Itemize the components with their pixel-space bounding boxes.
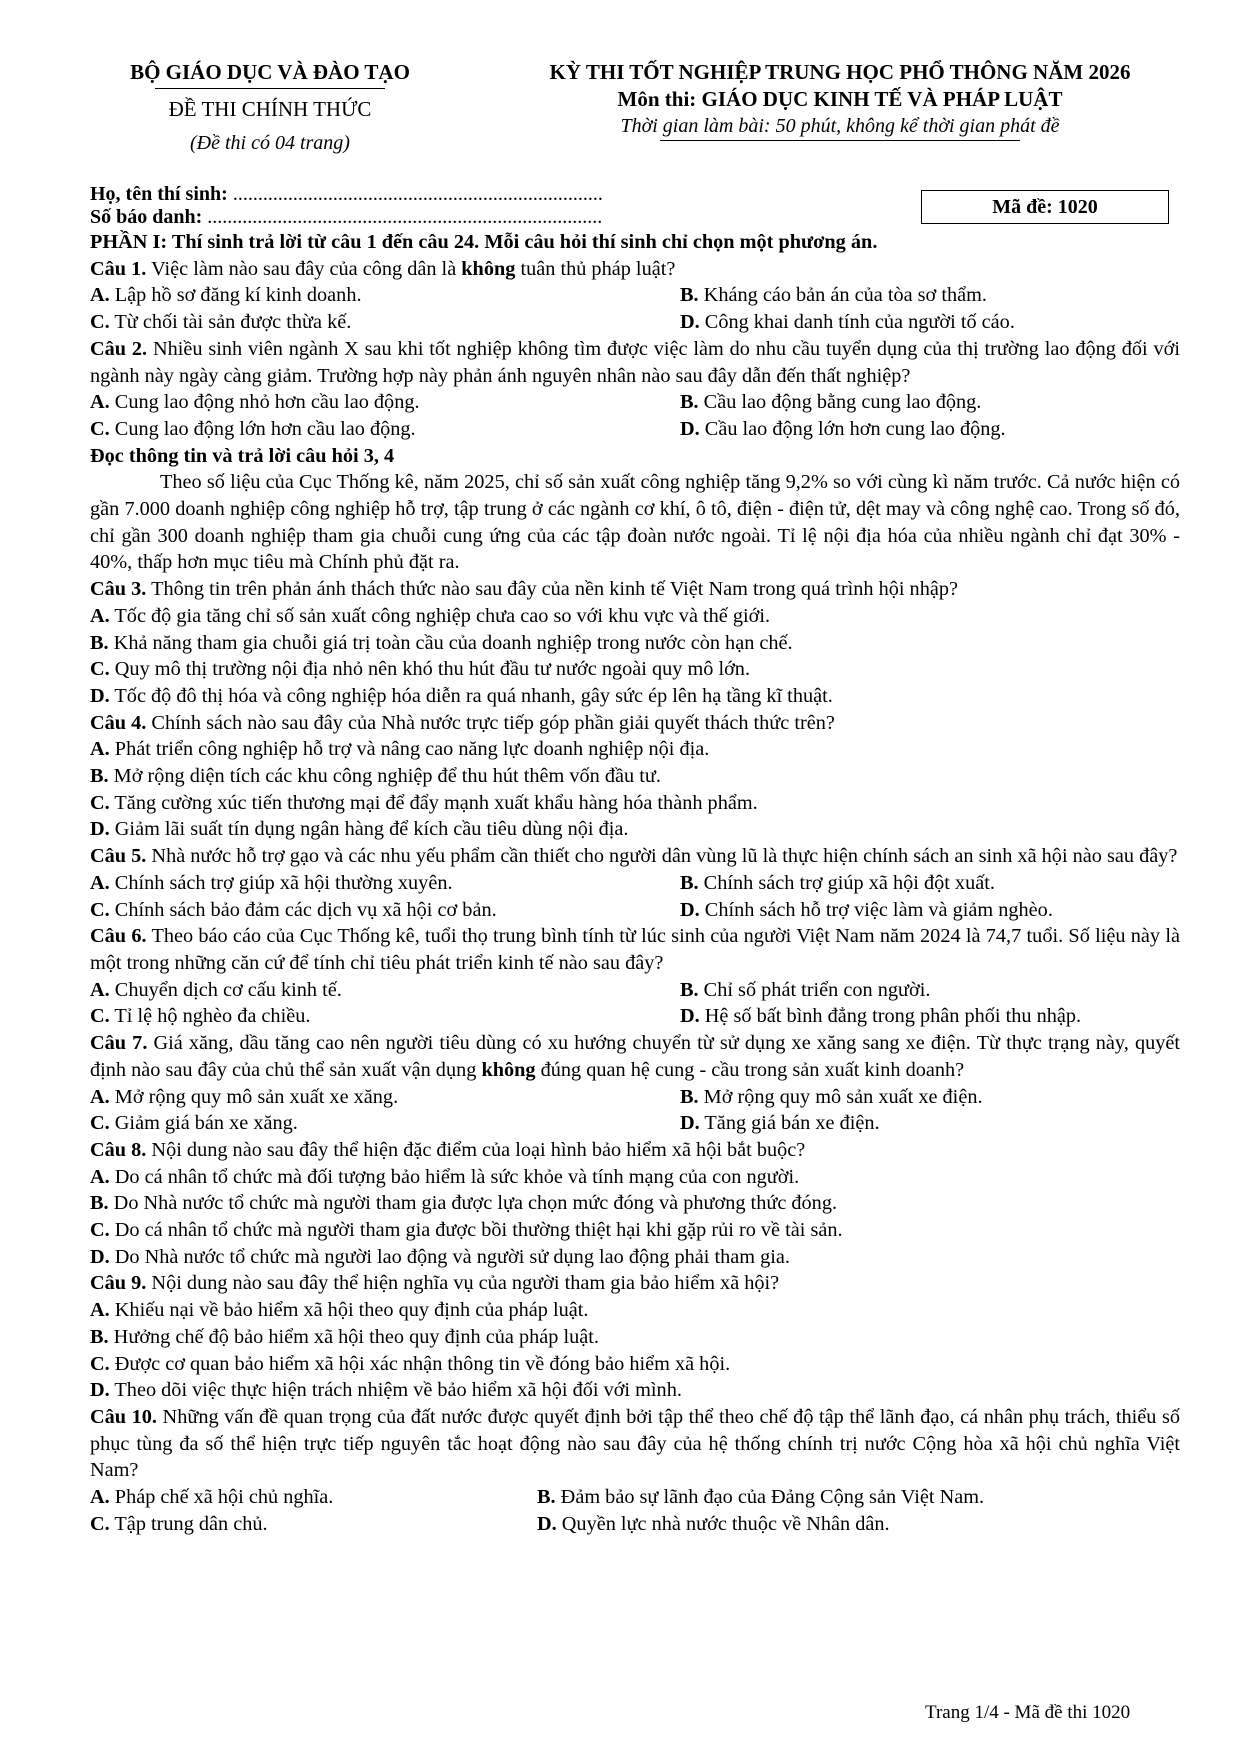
pages-note: (Đề thi có 04 trang) (190, 132, 350, 154)
exam-subject: Môn thi: GIÁO DỤC KINH TẾ VÀ PHÁP LUẬT (617, 87, 1063, 111)
question-1: Câu 1. Việc làm nào sau đây của công dân là không tuân thủ pháp luật? (90, 257, 676, 280)
header-rule-left (155, 88, 385, 89)
option-b[interactable]: B. Mở rộng diện tích các khu công nghiệp để thu hút thêm vốn đầu tư. (90, 765, 661, 788)
options-row (90, 389, 1180, 416)
candidate-info (90, 183, 603, 229)
option-d[interactable]: D. Cầu lao động lớn hơn cung lao động. (680, 417, 1006, 440)
option-d[interactable]: D. Công khai danh tính của người tố cáo. (680, 311, 1015, 334)
option-a[interactable]: A. Phát triển công nghiệp hỗ trợ và nâng cao năng lực doanh nghiệp nội địa. (90, 738, 710, 761)
header-rule-right (660, 140, 1020, 141)
option-d[interactable]: D. Giảm lãi suất tín dụng ngân hàng để kích cầu tiêu dùng nội địa. (90, 818, 629, 841)
option-b[interactable]: B. Đảm bảo sự lãnh đạo của Đảng Cộng sản Việt Nam. (537, 1486, 985, 1509)
exam-code-box: Mã đề: 1020 (921, 190, 1169, 224)
option-a[interactable]: A. Do cá nhân tổ chức mà đối tượng bảo hiểm là sức khỏe và tính mạng của con người. (90, 1165, 800, 1188)
header-left (100, 58, 440, 157)
option-b[interactable]: B. Cầu lao động bằng cung lao động. (680, 391, 982, 414)
candidate-name-field[interactable]: .......................................................................... (232, 183, 603, 205)
question-8: Câu 8. Nội dung nào sau đây thể hiện đặc điểm của loại hình bảo hiểm xã hội bắt buộc? (90, 1138, 806, 1161)
option-b[interactable]: B. Do Nhà nước tổ chức mà người tham gia được lựa chọn mức đóng và phương thức đóng. (90, 1192, 838, 1215)
option-c[interactable]: C. Tập trung dân chủ. (90, 1512, 268, 1535)
option-a[interactable]: A. Pháp chế xã hội chủ nghĩa. (90, 1486, 334, 1509)
option-d[interactable]: D. Chính sách hỗ trợ việc làm và giảm nghèo. (680, 898, 1053, 921)
option-b[interactable]: B. Khả năng tham gia chuỗi giá trị toàn cầu của doanh nghiệp trong nước còn hạn chế. (90, 631, 793, 654)
option-d[interactable]: D. Tăng giá bán xe điện. (680, 1112, 880, 1135)
option-c[interactable]: C. Giảm giá bán xe xăng. (90, 1112, 298, 1135)
option-d[interactable]: D. Quyền lực nhà nước thuộc về Nhân dân. (537, 1512, 890, 1535)
options-row (90, 1511, 1180, 1538)
options-row (90, 282, 1180, 309)
option-a[interactable]: A. Mở rộng quy mô sản xuất xe xăng. (90, 1085, 399, 1108)
option-a[interactable]: A. Chuyển dịch cơ cấu kinh tế. (90, 978, 342, 1001)
options-row (90, 416, 1180, 443)
question-10: Câu 10. Những vấn đề quan trọng của đất nước được quyết định bởi tập thể theo chế độ tập thể lãnh đạo, cá nhân phụ trách, thiểu số phục tùng đa số thể hiện trực tiếp nguyên tắc hoạt động nào sau đây của hệ thống chính trị nước Cộng hòa xã hội chủ nghĩa Việt Nam? (90, 1405, 1180, 1482)
ministry-name: BỘ GIÁO DỤC VÀ ĐÀO TẠO (130, 60, 410, 84)
options-row (90, 977, 1180, 1004)
option-c[interactable]: C. Từ chối tài sản được thừa kế. (90, 311, 352, 334)
option-d[interactable]: D. Tốc độ đô thị hóa và công nghiệp hóa diễn ra quá nhanh, gây sức ép lên hạ tầng kĩ thuật. (90, 684, 833, 707)
question-2: Câu 2. Nhiều sinh viên ngành X sau khi tốt nghiệp không tìm được việc làm do nhu cầu tuyển dụng của thị trường lao động đối với ngành này ngày càng giảm. Trường hợp này phản ánh nguyên nhân nào sau đây dẫn đến thất nghiệp? (90, 337, 1180, 387)
option-c[interactable]: C. Do cá nhân tổ chức mà người tham gia được bồi thường thiệt hại khi gặp rủi ro về tài sản. (90, 1219, 843, 1242)
info-heading: Đọc thông tin và trả lời câu hỏi 3, 4 (90, 444, 395, 467)
options-row (90, 309, 1180, 336)
question-5: Câu 5. Nhà nước hỗ trợ gạo và các nhu yếu phẩm cần thiết cho người dân vùng lũ là thực hiện chính sách an sinh xã hội nào sau đây? (90, 845, 1178, 868)
option-c[interactable]: C. Tỉ lệ hộ nghèo đa chiều. (90, 1005, 311, 1028)
option-d[interactable]: D. Hệ số bất bình đẳng trong phân phối thu nhập. (680, 1005, 1082, 1028)
question-9: Câu 9. Nội dung nào sau đây thể hiện nghĩa vụ của người tham gia bảo hiểm xã hội? (90, 1272, 780, 1295)
question-3: Câu 3. Thông tin trên phản ánh thách thức nào sau đây của nền kinh tế Việt Nam trong quá trình hội nhập? (90, 578, 958, 601)
option-d[interactable]: D. Do Nhà nước tổ chức mà người lao động và người sử dụng lao động phải tham gia. (90, 1245, 790, 1268)
option-b[interactable]: B. Hưởng chế độ bảo hiểm xã hội theo quy định của pháp luật. (90, 1325, 599, 1348)
option-b[interactable]: B. Chính sách trợ giúp xã hội đột xuất. (680, 871, 995, 894)
option-b[interactable]: B. Kháng cáo bản án của tòa sơ thẩm. (680, 284, 987, 307)
header-right (490, 58, 1190, 141)
option-b[interactable]: B. Mở rộng quy mô sản xuất xe điện. (680, 1085, 983, 1108)
option-b[interactable]: B. Chỉ số phát triển con người. (680, 978, 931, 1001)
candidate-name-label: Họ, tên thí sinh: (90, 183, 228, 205)
option-c[interactable]: C. Chính sách bảo đảm các dịch vụ xã hội cơ bản. (90, 898, 497, 921)
official-label: ĐỀ THI CHÍNH THỨC (168, 97, 372, 121)
candidate-id-label: Số báo danh: (90, 206, 203, 228)
options-row (90, 1484, 1180, 1511)
option-c[interactable]: C. Tăng cường xúc tiến thương mại để đẩy mạnh xuất khẩu hàng hóa thành phẩm. (90, 791, 758, 814)
option-a[interactable]: A. Lập hồ sơ đăng kí kinh doanh. (90, 284, 362, 307)
option-d[interactable]: D. Theo dõi việc thực hiện trách nhiệm về bảo hiểm xã hội đối với mình. (90, 1379, 682, 1402)
option-a[interactable]: A. Tốc độ gia tăng chỉ số sản xuất công nghiệp chưa cao so với khu vực và thế giới. (90, 604, 771, 627)
options-row (90, 870, 1180, 897)
options-row (90, 897, 1180, 924)
options-row (90, 1110, 1180, 1137)
options-row (90, 1084, 1180, 1111)
option-a[interactable]: A. Khiếu nại về bảo hiểm xã hội theo quy định của pháp luật. (90, 1299, 589, 1322)
exam-body (90, 229, 1180, 1537)
option-c[interactable]: C. Quy mô thị trường nội địa nhỏ nên khó thu hút đầu tư nước ngoài quy mô lớn. (90, 658, 751, 681)
option-c[interactable]: C. Cung lao động lớn hơn cầu lao động. (90, 417, 416, 440)
option-c[interactable]: C. Được cơ quan bảo hiểm xã hội xác nhận thông tin về đóng bảo hiểm xã hội. (90, 1352, 731, 1375)
option-a[interactable]: A. Cung lao động nhỏ hơn cầu lao động. (90, 391, 420, 414)
options-row (90, 1003, 1180, 1030)
exam-time: Thời gian làm bài: 50 phút, không kể thời gian phát đề (620, 115, 1060, 137)
candidate-id-field[interactable]: ............................................................................... (207, 206, 603, 228)
question-7: Câu 7. Giá xăng, dầu tăng cao nên người tiêu dùng có xu hướng chuyển từ sử dụng xe xăng sang xe điện. Từ thực trạng này, quyết định nào sau đây của chủ thể sản xuất vận dụng không đúng quan hệ cung - cầu trong sản xuất kinh doanh? (90, 1032, 1181, 1081)
question-6: Câu 6. Theo báo cáo của Cục Thống kê, tuổi thọ trung bình tính từ lúc sinh của người Việt Nam năm 2024 là 74,7 tuổi. Số liệu này là một trong những căn cứ để tính chỉ tiêu phát triển kinh tế nào sau đây? (90, 925, 1180, 974)
question-4: Câu 4. Chính sách nào sau đây của Nhà nước trực tiếp góp phần giải quyết thách thức trên? (90, 711, 835, 734)
info-passage: Theo số liệu của Cục Thống kê, năm 2025, chỉ số sản xuất công nghiệp tăng 9,2% so với cùng kì năm trước. Cả nước hiện có gần 7.000 doanh nghiệp công nghiệp hỗ trợ, tập trung ở các ngành cơ khí, ô tô, điện - điện tử, dệt may và công nghệ cao. Trong số đó, chỉ gần 300 doanh nghiệp tham gia chuỗi cung ứng của các tập đoàn nước ngoài. Tỉ lệ nội địa hóa của nhiều ngành chỉ đạt 30% - 40%, thấp hơn mục tiêu mà Chính phủ đặt ra. (90, 471, 1180, 574)
option-a[interactable]: A. Chính sách trợ giúp xã hội thường xuyên. (90, 871, 453, 894)
part-1-heading: PHẦN I: Thí sinh trả lời từ câu 1 đến câu 24. Mỗi câu hỏi thí sinh chỉ chọn một phương án. (90, 231, 878, 253)
exam-title: KỲ THI TỐT NGHIỆP TRUNG HỌC PHỔ THÔNG NĂM 2026 (549, 60, 1131, 84)
page-footer: Trang 1/4 - Mã đề thi 1020 (925, 1702, 1131, 1723)
